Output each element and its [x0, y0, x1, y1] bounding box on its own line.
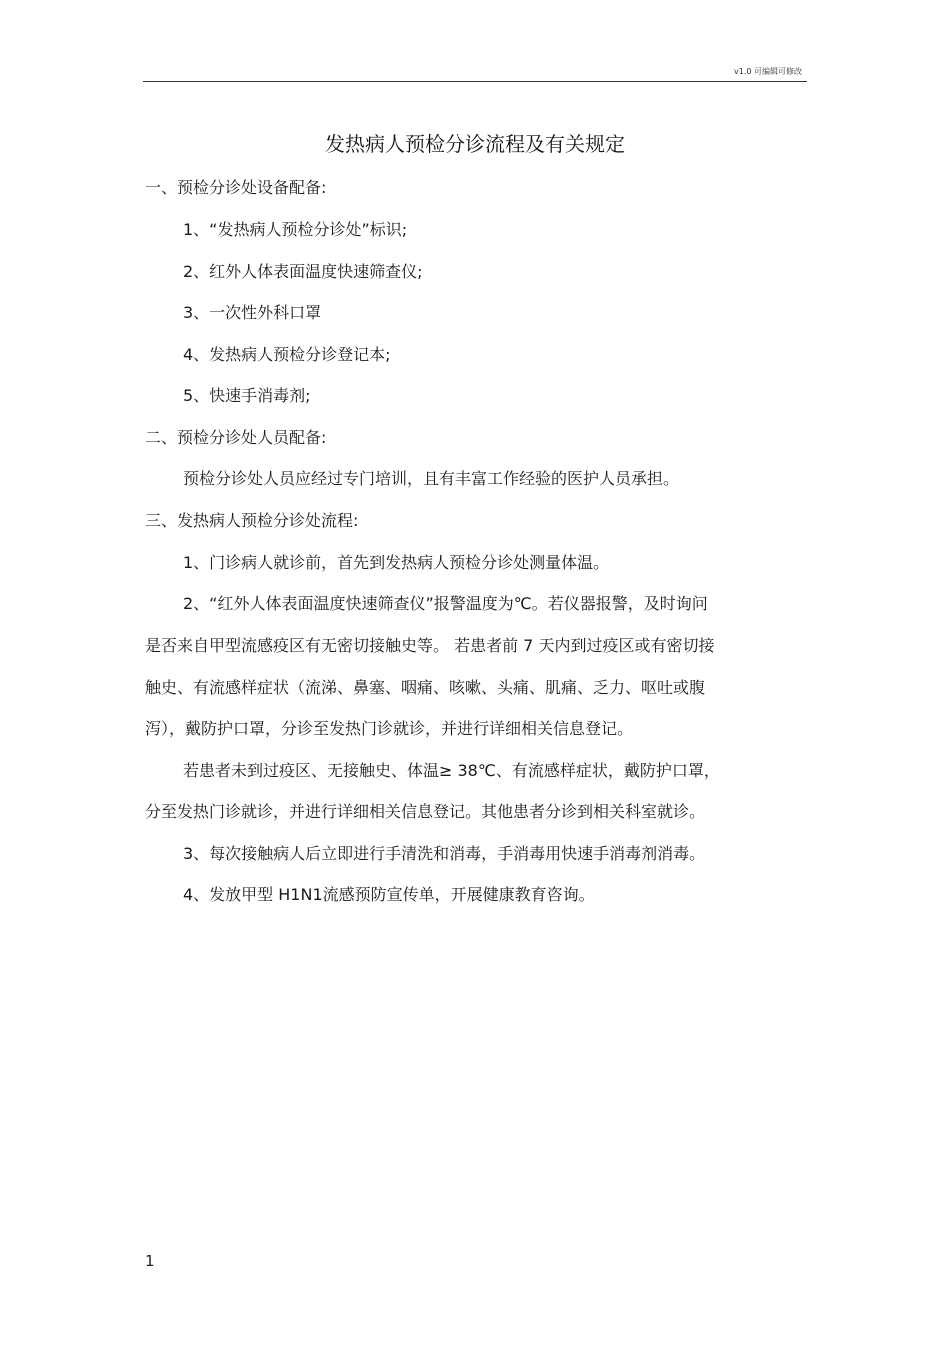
list-item: 2、红外人体表面温度快速筛查仪;: [183, 262, 423, 281]
section-heading-staff: 二、预检分诊处人员配备:: [145, 428, 327, 447]
section-heading-process: 三、发热病人预检分诊处流程:: [145, 511, 359, 530]
paragraph-line: 泻），戴防护口罩，分诊至发热门诊就诊，并进行详细相关信息登记。: [145, 719, 634, 738]
page-number: 1: [145, 1252, 155, 1270]
paragraph-line: 预检分诊处人员应经过专门培训，且有丰富工作经验的医护人员承担。: [183, 469, 680, 488]
list-item: 1、门诊病人就诊前，首先到发热病人预检分诊处测量体温。: [183, 553, 610, 572]
paragraph-line: 触史、有流感样症状（流涕、鼻塞、咽痛、咳嗽、头痛、肌痛、乏力、呕吐或腹: [145, 678, 706, 697]
list-item: 1、“发热病人预检分诊处”标识;: [183, 220, 408, 239]
list-item: 3、一次性外科口罩: [183, 303, 322, 322]
header-version: v1.0 可编辑可修改: [734, 67, 802, 76]
document-title: 发热病人预检分诊流程及有关规定: [325, 132, 625, 156]
list-item: 4、发热病人预检分诊登记本;: [183, 345, 391, 364]
list-item: 4、发放甲型 H1N1流感预防宣传单，开展健康教育咨询。: [183, 885, 595, 904]
paragraph-line: 是否来自甲型流感疫区有无密切接触史等。 若患者前 7 天内到过疫区或有密切接: [145, 636, 715, 655]
paragraph-line: 2、“红外人体表面温度快速筛查仪”报警温度为℃。若仪器报警，及时询问: [183, 594, 708, 613]
paragraph-line: 若患者未到过疫区、无接触史、体温≥ 38℃、有流感样症状，戴防护口罩，: [183, 761, 720, 780]
header-rule: [143, 81, 807, 82]
paragraph-line: 分至发热门诊就诊，并进行详细相关信息登记。其他患者分诊到相关科室就诊。: [145, 802, 706, 821]
section-heading-equipment: 一、预检分诊处设备配备:: [145, 178, 327, 197]
list-item: 3、每次接触病人后立即进行手清洗和消毒，手消毒用快速手消毒剂消毒。: [183, 844, 706, 863]
list-item: 5、快速手消毒剂;: [183, 386, 311, 405]
